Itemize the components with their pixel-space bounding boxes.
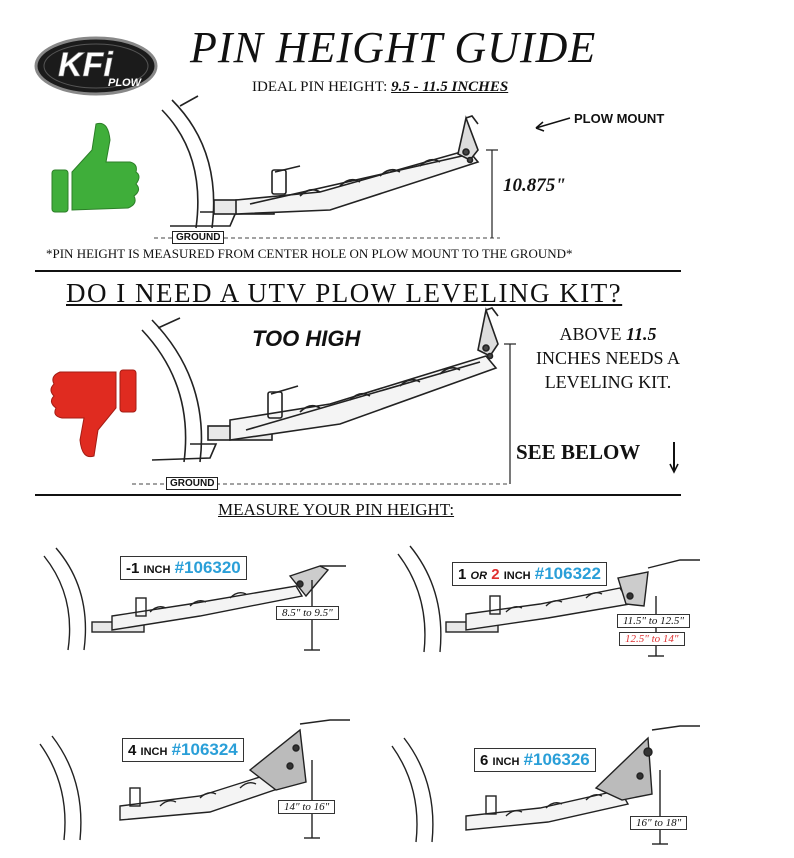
ground-label-top: GROUND	[172, 231, 224, 244]
kit-size-a: 1	[458, 566, 467, 583]
ideal-label: IDEAL PIN HEIGHT:	[252, 79, 388, 95]
thumbs-up-icon	[52, 123, 139, 212]
kit-range: 16" to 18"	[630, 816, 687, 830]
measurement-note: *PIN HEIGHT IS MEASURED FROM CENTER HOLE ON PLOW MOUNT TO THE GROUND*	[46, 246, 573, 261]
kit-size: -1	[126, 560, 140, 577]
kit-part-number: #106320	[174, 558, 241, 577]
ideal-value: 9.5 - 11.5 INCHES	[391, 79, 509, 95]
kfi-logo	[36, 38, 156, 94]
above-rest: INCHES NEEDS A LEVELING KIT.	[535, 348, 680, 392]
kit-label-minus1	[120, 556, 247, 580]
leveling-kit-question: DO I NEED A UTV PLOW LEVELING KIT?	[66, 278, 623, 308]
kit-label-6	[474, 748, 596, 772]
see-below: SEE BELOW	[516, 440, 641, 464]
pin-measurement: 10.875"	[503, 175, 566, 196]
kit-unit: INCH	[503, 570, 531, 582]
kit-range: 11.5" to 12.5"	[617, 614, 690, 628]
kit-size-b: 2	[491, 566, 500, 583]
above-pre: ABOVE	[559, 324, 622, 344]
too-high-label: TOO HIGH	[252, 326, 361, 351]
plow-diagram-ideal	[162, 96, 478, 228]
kit-label-4	[122, 738, 244, 762]
kit-unit: INCH	[492, 756, 520, 768]
ground-label-middle: GROUND	[166, 477, 218, 490]
logo-brand: KFi	[58, 46, 113, 84]
above-value: 11.5	[625, 324, 657, 344]
above-text	[530, 322, 686, 394]
kit-unit: INCH	[140, 746, 168, 758]
kit-size: 4	[128, 742, 137, 759]
page-title: PIN HEIGHT GUIDE	[190, 23, 597, 72]
ideal-pin-height	[252, 79, 508, 96]
kit-size: 6	[480, 752, 489, 769]
kit-part-number: #106322	[534, 564, 601, 583]
thumbs-down-icon	[51, 370, 136, 457]
logo-sub: PLOW	[108, 77, 141, 89]
divider	[35, 494, 681, 496]
kit-unit: INCH	[143, 564, 171, 576]
kit-label-1-or-2	[452, 562, 607, 586]
kit-range: 8.5" to 9.5"	[276, 606, 339, 620]
kit-or: OR	[470, 570, 488, 582]
plow-mount-label: PLOW MOUNT	[574, 111, 665, 126]
kit-range-alt: 12.5" to 14"	[619, 632, 685, 646]
kit-part-number: #106324	[171, 740, 238, 759]
kit-range: 14" to 16"	[278, 800, 335, 814]
divider	[35, 270, 681, 272]
measure-heading: MEASURE YOUR PIN HEIGHT:	[218, 500, 455, 519]
kit-part-number: #106326	[523, 750, 590, 769]
